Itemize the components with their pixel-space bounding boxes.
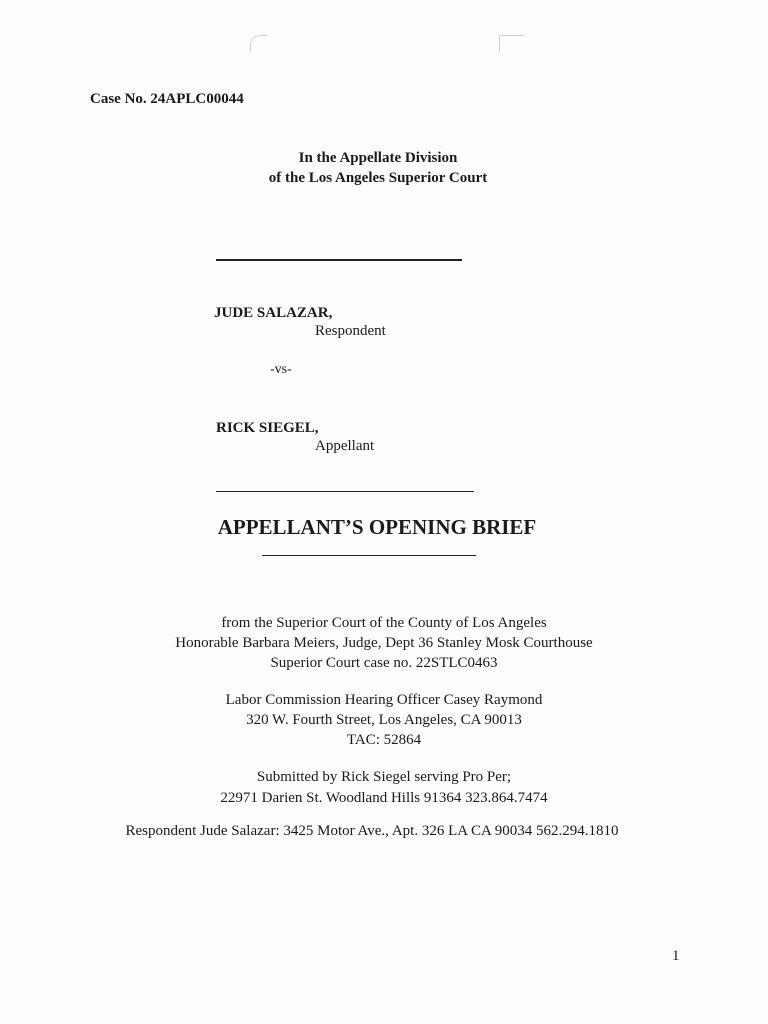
submission-line-1: Submitted by Rick Siegel serving Pro Per;	[256, 769, 512, 785]
lower-court-line-3: Superior Court case no. 22STLC0463	[270, 655, 498, 671]
page-number: 1	[672, 948, 680, 964]
case-number: Case No. 24APLC00044	[90, 91, 244, 107]
court-line-2: of the Los Angeles Superior Court	[268, 170, 488, 186]
title-divider-top	[216, 491, 474, 492]
scan-corner-mark-right	[499, 35, 524, 52]
respondent-name: JUDE SALAZAR,	[214, 305, 333, 321]
labor-commission-line-2: 320 W. Fourth Street, Los Angeles, CA 90013	[246, 712, 522, 728]
title-divider-bottom	[262, 555, 476, 556]
respondent-role: Respondent	[315, 323, 386, 339]
top-divider	[216, 259, 462, 261]
appellant-name: RICK SIEGEL,	[216, 420, 319, 436]
scan-corner-mark-left	[250, 35, 267, 52]
lower-court-line-2: Honorable Barbara Meiers, Judge, Dept 36 Stanley Mosk Courthouse	[175, 635, 593, 651]
brief-title: APPELLANT’S OPENING BRIEF	[217, 515, 537, 539]
court-line-1: In the Appellate Division	[298, 150, 458, 166]
submission-line-2: 22971 Darien St. Woodland Hills 91364 323.864.7474	[220, 790, 548, 806]
appellant-role: Appellant	[315, 438, 375, 454]
labor-commission-line-3: TAC: 52864	[346, 732, 422, 748]
lower-court-line-1: from the Superior Court of the County of Los Angeles	[221, 615, 547, 631]
respondent-address: Respondent Jude Salazar: 3425 Motor Ave., Apt. 326 LA CA 90034 562.294.1810	[125, 823, 619, 839]
labor-commission-line-1: Labor Commission Hearing Officer Casey Raymond	[225, 692, 543, 708]
versus: -vs-	[270, 362, 292, 377]
